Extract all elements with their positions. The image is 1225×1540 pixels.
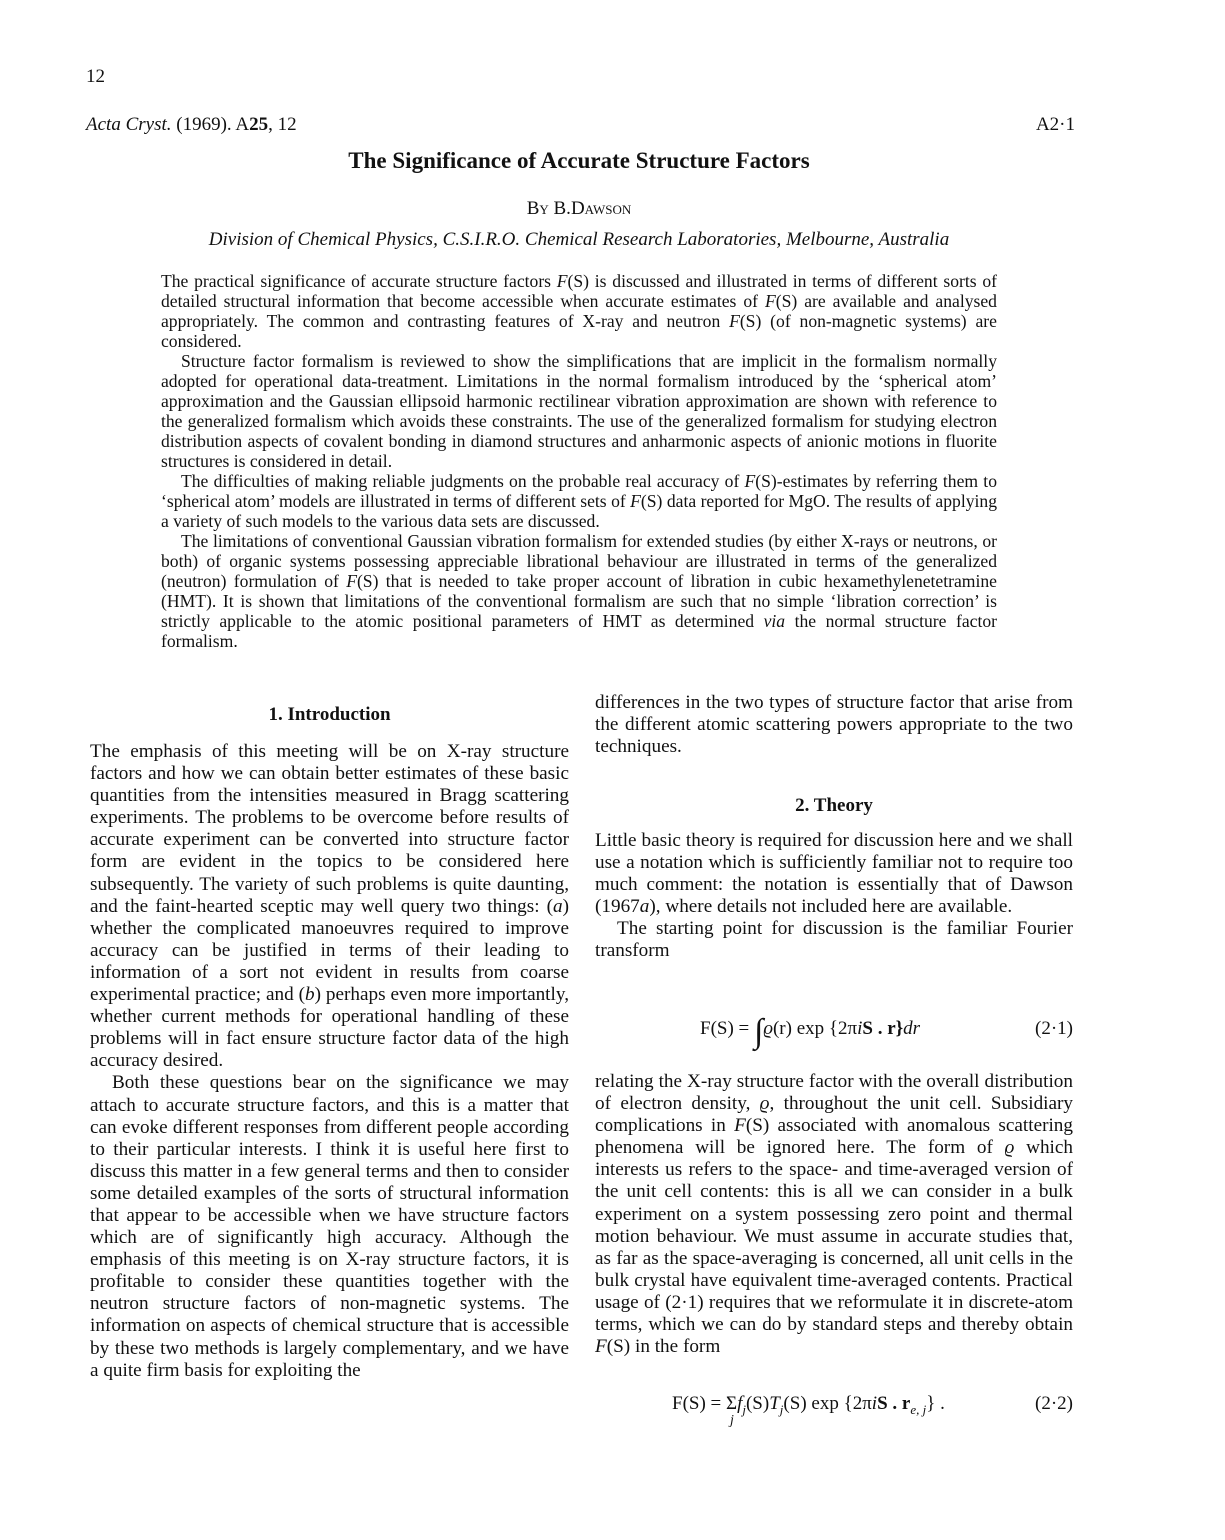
- equation-number: (2·1): [1035, 1018, 1073, 1039]
- page-number: 12: [86, 66, 105, 87]
- equation-2-1: F(S) = ∫ϱ(r) exp {2πiS . r}dr (2·1): [700, 1013, 1073, 1050]
- abstract-paragraph: The limitations of conventional Gaussian vibration formalism for extended studies (by either X-rays or neutrons, or both) of organic systems possessing appreciable librational behaviour are illustrated in terms of the generalized (neutron) formulation of F(S) that is needed to take proper account of libration in cubic hexamethylenetetramine (HMT). It is shown that limitations of the conventional formalism are such that no simple ‘libration correction’ is strictly applicable to the atomic positional parameters of HMT as determined via the normal structure factor formalism.: [161, 531, 998, 651]
- equation-2-2: F(S) = Σ j $f_j(S)T_j(S)$ exp {2πiS . $r_{e, j}$} . (2·2): [672, 1393, 1073, 1428]
- intro-continuation: differences in the two types of structure factor that arise from the different atomic scattering powers appropriate to the two techniques.: [595, 692, 1073, 758]
- left-column: [90, 741, 569, 1382]
- theory-paragraph: The starting point for discussion is the familiar Fourier transform: [595, 918, 1073, 962]
- paper-code: A2·1: [1035, 114, 1075, 135]
- abstract-paragraph: The difficulties of making reliable judgments on the probable real accuracy of F(S)-estimates by referring them to ‘spherical atom’ models are illustrated in terms of different sets of F(S) data reported for MgO. The results of applying a variety of such models to the various data sets are discussed.: [161, 471, 997, 531]
- section-heading-theory: 2. Theory: [795, 795, 873, 816]
- abstract: [161, 271, 997, 651]
- integral-symbol: ∫: [754, 1013, 764, 1050]
- summation-symbol: Σ j: [726, 1393, 738, 1428]
- theory-paragraph: relating the X-ray structure factor with the overall distribution of electron density, ϱ, throughout the unit cell. Subsidiary complications in F(S) associated with anomalous scattering phenomena will be ignored here. The form of ϱ which interests us refers to the space- and time-averaged version of the unit cell contents: this is all we can consider in a bulk experiment on a system possessing zero point and thermal motion behaviour. We must assume in accurate studies that, as far as the space-averaging is concerned, all unit cells in the bulk crystal have equivalent time-averaged contents. Practical usage of (2·1) requires that we reformulate it in discrete-atom terms, which we can do by standard steps and thereby obtain F(S) in the form: [595, 1071, 1074, 1358]
- author-line: By B.Dawson: [526, 198, 632, 219]
- affiliation: Division of Chemical Physics, C.S.I.R.O. Chemical Research Laboratories, Melbourne, Australia: [208, 229, 950, 250]
- intro-paragraph: The emphasis of this meeting will be on X-ray structure factors and how we can obtain better estimates of these basic quantities from the intensities measured in Bragg scattering experiments. The problems to be overcome before results of accurate experiment can be converted into structure factor form are evident in the topics to be considered here subsequently. The variety of such problems is quite daunting, and the faint-hearted sceptic may well query two things: (a) whether the complicated manoeuvres required to improve accuracy can be justified in terms of their leading to information of a sort not evident in results from coarse experimental practice; and (b) perhaps even more importantly, whether current methods for operational handling of these problems will in fact ensure structure factor data of the high accuracy desired.: [90, 741, 569, 1072]
- theory-text-top: [595, 830, 1073, 963]
- section-heading-introduction: 1. Introduction: [268, 704, 391, 725]
- abstract-paragraph: Structure factor formalism is reviewed to show the simplifications that are implicit in the formalism normally adopted for operational data-treatment. Limitations in the normal formalism introduced by the ‘spherical atom’ approximation and the Gaussian ellipsoid harmonic rectilinear vibration approximation are shown with reference to the generalized formalism which avoids these constraints. The use of the generalized formalism for studying electron distribution aspects of covalent bonding in diamond structures and anharmonic aspects of anionic motions in fluorite structures is considered in detail.: [161, 351, 997, 471]
- paper-title: The Significance of Accurate Structure Factors: [348, 148, 810, 173]
- journal-citation: Acta Cryst. (1969). A25, 12: [86, 114, 297, 135]
- intro-paragraph: Both these questions bear on the significance we may attach to accurate structure factors, and this is a matter that can evoke different responses from different people according to their particular interests. I think it is useful here first to discuss this matter in a few general terms and then to consider some detailed examples of the sorts of structural information that appear to be accessible when we have structure factors which are of significantly high accuracy. Although the emphasis of this meeting is on X-ray structure factors, it is profitable to consider these quantities together with the neutron structure factors of non-magnetic systems. The information on aspects of chemical structure that is accessible by these two methods is largely complementary, and we have a quite firm basis for exploiting the: [90, 1072, 569, 1381]
- abstract-paragraph: The practical significance of accurate structure factors F(S) is discussed and illustrated in terms of different sorts of detailed structural information that become accessible when accurate estimates of F(S) are available and analysed appropriately. The common and contrasting features of X-ray and neutron F(S) (of non-magnetic systems) are considered.: [161, 271, 997, 351]
- theory-paragraph: Little basic theory is required for discussion here and we shall use a notation which is sufficiently familiar not to require too much comment: the notation is essentially that of Dawson (1967a), where details not included here are available.: [595, 830, 1073, 918]
- equation-number: (2·2): [1035, 1393, 1073, 1414]
- theory-text-bottom: [595, 1071, 1073, 1358]
